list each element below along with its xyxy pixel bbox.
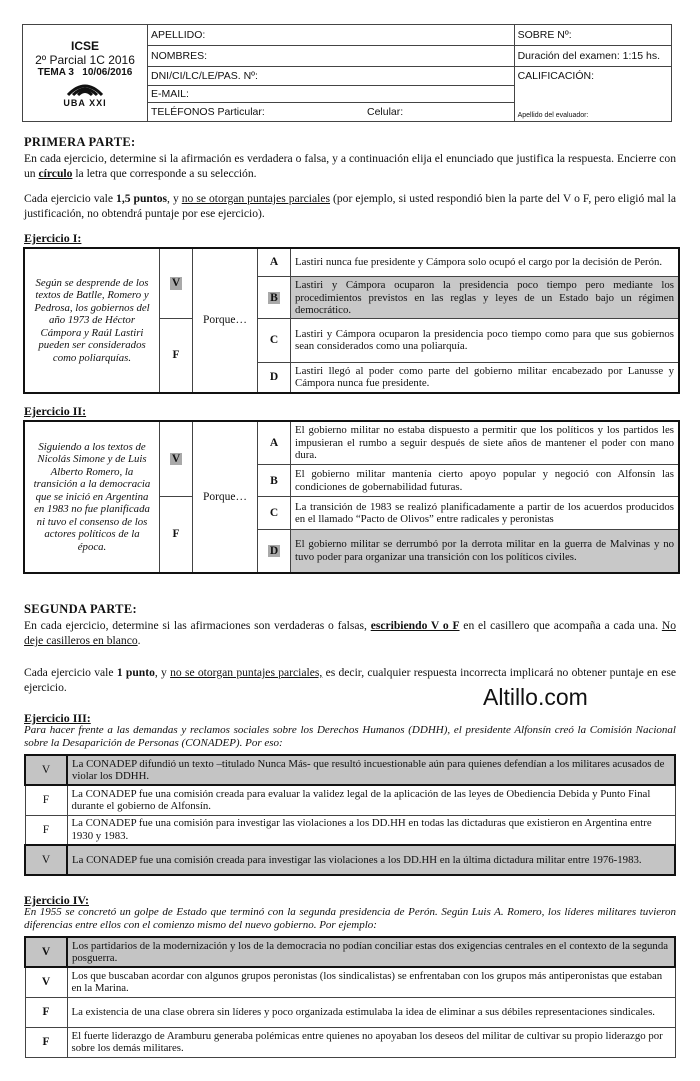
ej3-statement-2: La CONADEP fue una comisión creada para evaluar la validez legal de la aplicación de las leyes de Obediencia Debida y Punto Final durante el gobierno de Alfonsín. [67, 785, 675, 815]
ej3-statement-1: La CONADEP difundió un texto –titulado Nunca Más- que resultó incuestionable aún para quienes defendían a los militares acusados de violar los DDHH. [67, 755, 675, 785]
ej3-answer-4[interactable]: V [25, 845, 67, 875]
apellido-field[interactable]: APELLIDO: [148, 25, 515, 46]
exam-date: 10/06/2016 [82, 66, 133, 78]
ej1-option-c: Lastiri y Cámpora ocuparon la presidencia poco tiempo como para que sus gobiernos sean considerados como una poliarquía. [291, 319, 680, 362]
ej4-statement-2: Los que buscaban acordar con algunos grupos peronistas (los sindicalistas) se enfrentaban con los grupos más antiperonistas que estaban en la Marina. [67, 967, 675, 997]
ej2-letter-a[interactable]: A [258, 421, 291, 465]
ej3-answer-2[interactable]: F [25, 785, 67, 815]
ej1-porque: Porque… [193, 248, 258, 393]
ej2-option-c: La transición de 1983 se realizó planificadamente a partir de los acuerdos producidos en el llamado “Pacto de Olivos” entre radicales y peronistas [291, 497, 680, 529]
ej4-title: Ejercicio IV: [24, 893, 89, 907]
ej1-v[interactable]: V [160, 248, 193, 319]
part1-intro: En cada ejercicio, determine si la afirmación es verdadera o falsa, y a continuación elija el enunciado que justifica la respuesta. Encierre con un círculo la letra que corresponde a su selección. [24, 152, 676, 180]
ej3-title: Ejercicio III: [24, 711, 91, 725]
logo-text: UBA XXI [63, 97, 107, 108]
nombres-field[interactable]: NOMBRES: [148, 46, 515, 67]
ej1-option-b: Lastiri y Cámpora ocuparon la presidencia poco tiempo pero mediante los procedimientos previstos en las reglas y leyes de un Estado bajo un régimen democrático. [291, 277, 680, 319]
tema: TEMA 3 [37, 66, 74, 78]
exam-info [23, 25, 148, 122]
ej4-answer-3[interactable]: F [25, 997, 67, 1027]
duration-label: Duración del examen: 1:15 hs. [514, 46, 671, 67]
ej2-letter-d[interactable]: D [258, 529, 291, 573]
part1-title: PRIMERA PARTE: [24, 135, 136, 149]
ej4-statement-1: Los partidarios de la modernización y los de la democracia no podían conciliar estas dos exigencias centrales en el contexto de la segunda posguerra. [67, 937, 675, 967]
ej1-option-a: Lastiri nunca fue presidente y Cámpora solo ocupó el cargo por la decisión de Perón. [291, 248, 680, 277]
ej2-f[interactable]: F [160, 497, 193, 573]
calificacion-label: CALIFICACIÓN: [517, 70, 595, 83]
exam-header [22, 24, 672, 122]
ej4-prompt: En 1955 se concretó un golpe de Estado que terminó con la segunda presidencia de Perón. Según Luis A. Romero, los líderes militares tuvieron diferencias entre ellos con el comienzo mismo del nuevo gobierno. Por ejemplo: [24, 906, 676, 931]
ej1-letter-a[interactable]: A [258, 248, 291, 277]
ej2-v[interactable]: V [160, 421, 193, 497]
ej4-statement-4: El fuerte liderazgo de Aramburu generaba polémicas entre quienes no apoyaban los deseos del militar de cultivar su propio liderazgo por sobre los demás militares. [67, 1027, 675, 1057]
ej2-statement: Siguiendo a los textos de Nicolás Simone y de Luis Alberto Romero, la transición a la democracia que se inició en Argentina en 1983 no fue planificada ni tuvo el consenso de los actores políticos de la época. [24, 421, 160, 573]
telefono-field[interactable]: TELÉFONOS Particular: [148, 102, 365, 121]
email-field[interactable]: E-MAIL: [148, 86, 515, 103]
calificacion-box[interactable] [514, 67, 671, 122]
ej1-title: Ejercicio I: [24, 231, 82, 245]
evaluador-label: Apellido del evaluador: [517, 112, 589, 119]
ej3-prompt: Para hacer frente a las demandas y reclamos sociales sobre los Derechos Humanos (DDHH), el presidente Alfonsín creó la Comisión Nacional sobre la Desaparición de Personas (CONADEP). Por eso: [24, 724, 676, 749]
ej4-answer-1[interactable]: V [25, 937, 67, 967]
ej2-letter-b[interactable]: B [258, 465, 291, 497]
exam-name: 2º Parcial 1C 2016 [35, 52, 135, 67]
celular-field[interactable]: Celular: [364, 102, 514, 121]
ej2-porque: Porque… [193, 421, 258, 573]
uba-logo-icon [65, 80, 105, 98]
ej1-table [23, 247, 680, 394]
part1-scoring: Cada ejercicio vale 1,5 puntos, y no se otorgan puntajes parciales (por ejemplo, si usted respondió bien la parte del V o F, pero eligió mal la justificación, no obtendrá puntaje por ese ejercicio). [24, 192, 677, 220]
ej3-answer-1[interactable]: V [25, 755, 67, 785]
dni-field[interactable]: DNI/CI/LC/LE/PAS. Nº: [148, 67, 515, 86]
ej3-table [24, 754, 676, 876]
ej4-answer-2[interactable]: V [25, 967, 67, 997]
ej4-table [24, 936, 676, 1058]
ej2-option-b: El gobierno militar mantenía cierto apoyo popular y negoció con Alfonsín las condiciones de gobernabilidad futuras. [291, 465, 680, 497]
ej3-answer-3[interactable]: F [25, 815, 67, 845]
ej1-letter-b[interactable]: B [258, 277, 291, 319]
ej3-statement-3: La CONADEP fue una comisión para investigar las violaciones a los DD.HH en todas las dictaduras que existieron en Argentina entre 1930 y 1983. [67, 815, 675, 845]
ej4-answer-4[interactable]: F [25, 1027, 67, 1057]
ej2-title: Ejercicio II: [24, 404, 87, 418]
ej1-statement: Según se desprende de los textos de Batlle, Romero y Pedrosa, los gobiernos del año 1973 de Héctor Cámpora y Raúl Lastiri pueden ser considerados como poliarquías. [24, 248, 160, 393]
ej4-statement-3: La existencia de una clase obrera sin líderes y poco organizada estimulaba la idea de eliminar a sus débiles representaciones sindicales. [67, 997, 675, 1027]
ej1-letter-d[interactable]: D [258, 362, 291, 393]
institution: ICSE [70, 38, 99, 53]
part2-title: SEGUNDA PARTE: [24, 602, 137, 616]
ej2-option-a: El gobierno militar no estaba dispuesto a permitir que los políticos y los partidos les impusieran el rumbo a seguir después de siete años de mantener el poder con mano dura. [291, 421, 680, 465]
watermark: Altillo.com [483, 684, 588, 710]
part2-intro: En cada ejercicio, determine si las afirmaciones son verdaderas o falsas, escribiendo V o F en el casillero que acompaña a cada una. No deje casilleros en blanco. [24, 619, 677, 647]
ej2-option-d: El gobierno militar se derrumbó por la derrota militar en la guerra de Malvinas y no tuvo poder para organizar una transición con los políticos civiles. [291, 529, 680, 573]
ej2-letter-c[interactable]: C [258, 497, 291, 529]
ej1-option-d: Lastiri llegó al poder como parte del gobierno militar encabezado por Lanusse y Cámpora nunca fue presidente. [291, 362, 680, 393]
sobre-field[interactable]: SOBRE Nº: [514, 25, 671, 46]
ej2-table [23, 420, 680, 574]
ej1-f[interactable]: F [160, 319, 193, 393]
part2-scoring: Cada ejercicio vale 1 punto, y no se otorgan puntajes parciales, es decir, cualquier respuesta incorrecta implicará no obtener puntaje en ese ejercicio. [24, 666, 677, 694]
ej1-letter-c[interactable]: C [258, 319, 291, 362]
ej3-statement-4: La CONADEP fue una comisión creada para investigar las violaciones a los DD.HH en la última dictadura militar entre 1976-1983. [67, 845, 675, 875]
